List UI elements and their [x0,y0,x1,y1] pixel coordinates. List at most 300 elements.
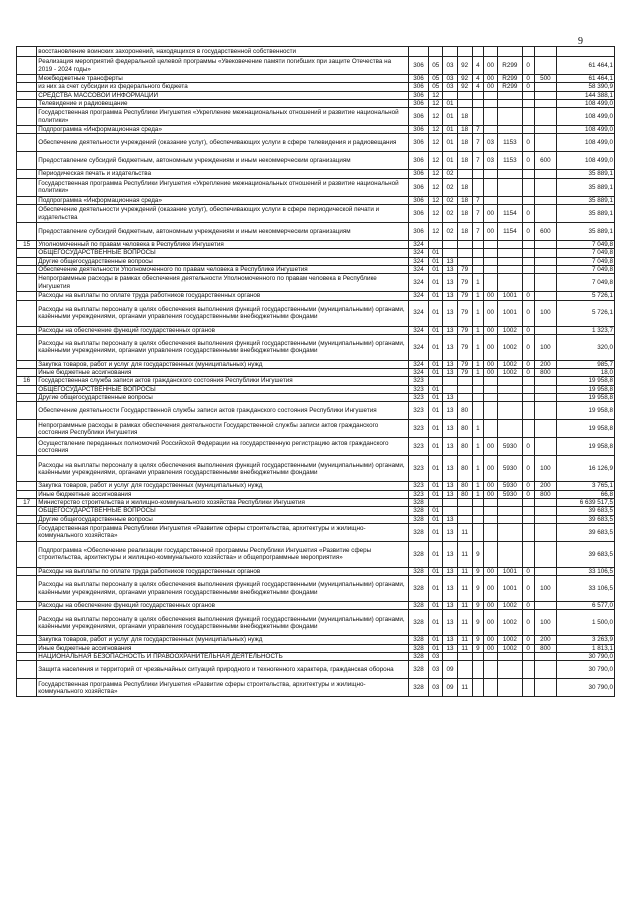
ministry-code: 324 [408,274,428,292]
subsection-code [443,507,457,515]
direction-code [483,274,497,292]
row-number [17,326,37,334]
subprogram-code: 9 [472,644,483,652]
ministry-code: 323 [408,420,428,438]
expense-code: 1153 [498,152,522,170]
code-suffix: 0 [522,636,534,644]
section-code: 01 [429,490,443,498]
expense-type-code [534,377,556,385]
table-row [17,241,615,249]
program-code: 79 [457,292,472,300]
row-name: Подпрограмма «Информационная среда» [37,196,409,204]
row-name: Государственная программа Республики Ингушетия «Развитие сферы строительства, архитектуры и жилищно-коммунального хозяйства» [37,523,409,541]
subprogram-code [472,108,483,126]
expense-code: 5930 [498,438,522,456]
section-code: 01 [429,369,443,377]
expense-type-code [534,47,556,57]
ministry-code: 324 [408,241,428,249]
expense-code: 1002 [498,602,522,610]
ministry-code: 306 [408,196,428,204]
expense-type-code: 100 [534,456,556,482]
row-name: Другие общегосударственные вопросы [37,394,409,402]
ministry-code: 328 [408,636,428,644]
subsection-code: 13 [443,602,457,610]
expense-code [498,541,522,567]
ministry-code: 323 [408,482,428,490]
code-suffix: 0 [522,205,534,223]
code-suffix [522,178,534,196]
row-name: Закупка товаров, работ и услуг для государственных (муниципальных) нужд [37,360,409,368]
expense-type-code: 600 [534,152,556,170]
direction-code: 00 [483,75,497,83]
row-amount: 33 106,5 [557,567,615,575]
section-code: 01 [429,576,443,602]
direction-code: 00 [483,300,497,326]
row-name: ОБЩЕГОСУДАРСТВЕННЫЕ ВОПРОСЫ [37,249,409,257]
ministry-code: 328 [408,661,428,679]
row-amount: 7 049,8 [557,265,615,273]
subprogram-code [472,653,483,661]
subsection-code [443,498,457,506]
ministry-code: 306 [408,108,428,126]
row-amount: 35 889,1 [557,223,615,241]
ministry-code: 328 [408,567,428,575]
ministry-code: 306 [408,170,428,178]
subprogram-code: 1 [472,300,483,326]
section-code: 01 [429,257,443,265]
row-number [17,334,37,360]
table-row [17,653,615,661]
program-code [457,47,472,57]
subsection-code: 13 [443,369,457,377]
section-code: 03 [429,661,443,679]
subprogram-code [472,385,483,393]
row-amount: 35 889,1 [557,205,615,223]
code-suffix: 0 [522,223,534,241]
direction-code: 00 [483,326,497,334]
row-number [17,134,37,152]
table-row [17,369,615,377]
table-row [17,515,615,523]
direction-code: 00 [483,334,497,360]
table-row [17,507,615,515]
program-code: 92 [457,75,472,83]
program-code [457,99,472,107]
row-name: Предоставление субсидий бюджетным, автономным учреждениям и иным некоммерческим организациям [37,152,409,170]
row-name: Другие общегосударственные вопросы [37,257,409,265]
subprogram-code: 4 [472,75,483,83]
table-row [17,83,615,91]
row-amount: 1 813,1 [557,644,615,652]
table-row [17,438,615,456]
code-suffix: 0 [522,456,534,482]
subprogram-code [472,661,483,679]
row-name: Другие общегосударственные вопросы [37,515,409,523]
program-code: 11 [457,523,472,541]
expense-type-code [534,108,556,126]
row-number [17,300,37,326]
program-code: 79 [457,369,472,377]
subsection-code: 02 [443,205,457,223]
program-code: 79 [457,300,472,326]
row-name: Расходы на выплаты по оплате труда работников государственных органов [37,292,409,300]
row-name: Расходы на выплаты персоналу в целях обеспечения выполнения функций государственными (муниципальными) органами, казёнными учреждениями, органами управления государственными внебюджетными фондами [37,456,409,482]
row-name: Обеспечение деятельности Уполномоченного по правам человека в Республике Ингушетия [37,265,409,273]
code-suffix [522,523,534,541]
ministry-code: 328 [408,515,428,523]
subsection-code [443,241,457,249]
section-code: 01 [429,420,443,438]
program-code: 11 [457,644,472,652]
subprogram-code [472,257,483,265]
program-code: 18 [457,152,472,170]
program-code [457,653,472,661]
subsection-code: 13 [443,326,457,334]
expense-code [498,385,522,393]
row-amount: 320,0 [557,334,615,360]
row-amount: 35 889,1 [557,196,615,204]
expense-type-code [534,498,556,506]
expense-type-code [534,249,556,257]
ministry-code: 328 [408,498,428,506]
program-code: 11 [457,576,472,602]
row-amount: 7 049,8 [557,274,615,292]
direction-code [483,385,497,393]
row-amount: 6 577,0 [557,602,615,610]
subsection-code: 01 [443,152,457,170]
expense-type-code [534,602,556,610]
direction-code: 00 [483,369,497,377]
row-name: Уполномоченный по правам человека в Республике Ингушетия [37,241,409,249]
subprogram-code: 1 [472,490,483,498]
budget-table [16,46,615,697]
expense-code [498,196,522,204]
row-number [17,223,37,241]
table-row [17,610,615,636]
direction-code [483,265,497,273]
program-code: 79 [457,326,472,334]
row-name: ОБЩЕГОСУДАРСТВЕННЫЕ ВОПРОСЫ [37,385,409,393]
row-name: Государственная программа Республики Ингушетия «Развитие сферы строительства, архитектуры и жилищно-коммунального хозяйства» [37,679,409,697]
program-code [457,91,472,99]
row-name: НАЦИОНАЛЬНАЯ БЕЗОПАСНОСТЬ И ПРАВООХРАНИТЕЛЬНАЯ ДЕЯТЕЛЬНОСТЬ [37,653,409,661]
expense-type-code [534,196,556,204]
row-name: Закупка товаров, работ и услуг для государственных (муниципальных) нужд [37,482,409,490]
subprogram-code [472,507,483,515]
section-code: 01 [429,636,443,644]
row-number [17,99,37,107]
expense-code [498,126,522,134]
direction-code: 00 [483,223,497,241]
expense-code [498,420,522,438]
subprogram-code: 9 [472,602,483,610]
subsection-code: 09 [443,661,457,679]
section-code: 05 [429,83,443,91]
section-code: 01 [429,292,443,300]
expense-code [498,507,522,515]
row-name: Государственная программа Республики Ингушетия «Укрепление межнациональных отношений и развитие национальной политики» [37,178,409,196]
row-name: Расходы на обеспечение функций государственных органов [37,326,409,334]
ministry-code: 323 [408,456,428,482]
expense-code [498,99,522,107]
code-suffix [522,385,534,393]
row-name: Обеспечение деятельности Государственной службы записи актов гражданского состояния Республики Ингушетия [37,402,409,420]
program-code [457,170,472,178]
direction-code [483,126,497,134]
code-suffix [522,99,534,107]
code-suffix: 0 [522,610,534,636]
section-code: 01 [429,360,443,368]
program-code: 80 [457,402,472,420]
direction-code [483,661,497,679]
row-name: Иные бюджетные ассигнования [37,369,409,377]
expense-code [498,178,522,196]
section-code: 01 [429,567,443,575]
table-row [17,482,615,490]
row-name: восстановление воинских захоронений, находящихся в государственной собственности [37,47,409,57]
row-number: 17 [17,498,37,506]
row-amount: 39 683,5 [557,541,615,567]
row-number [17,385,37,393]
subsection-code: 03 [443,83,457,91]
code-suffix: 0 [522,75,534,83]
row-amount: 39 683,5 [557,507,615,515]
subprogram-code: 7 [472,223,483,241]
expense-type-code: 100 [534,576,556,602]
code-suffix: 0 [522,644,534,652]
expense-code [498,249,522,257]
row-amount: 18,0 [557,369,615,377]
row-amount: 19 958,8 [557,394,615,402]
direction-code: 03 [483,134,497,152]
subprogram-code [472,91,483,99]
table-row [17,99,615,107]
row-number [17,178,37,196]
subprogram-code: 1 [472,274,483,292]
row-number [17,576,37,602]
row-amount: 19 958,8 [557,402,615,420]
section-code: 12 [429,170,443,178]
row-number [17,438,37,456]
row-name: ОБЩЕГОСУДАРСТВЕННЫЕ ВОПРОСЫ [37,507,409,515]
row-amount: 7 049,8 [557,257,615,265]
expense-type-code [534,567,556,575]
subprogram-code: 9 [472,610,483,636]
subprogram-code [472,523,483,541]
section-code: 01 [429,402,443,420]
direction-code [483,99,497,107]
subprogram-code [472,249,483,257]
direction-code: 00 [483,644,497,652]
section-code: 01 [429,326,443,334]
expense-type-code: 800 [534,644,556,652]
program-code [457,498,472,506]
program-code: 11 [457,541,472,567]
subsection-code: 13 [443,644,457,652]
expense-code [498,108,522,126]
section-code: 01 [429,541,443,567]
direction-code: 00 [483,636,497,644]
ministry-code: 328 [408,507,428,515]
row-name: Расходы на выплаты персоналу в целях обеспечения выполнения функций государственными (муниципальными) органами, казёнными учреждениями, органами управления государственными внебюджетными фондами [37,334,409,360]
row-number [17,653,37,661]
section-code: 01 [429,515,443,523]
expense-type-code [534,57,556,75]
row-number [17,402,37,420]
expense-code [498,274,522,292]
table-row [17,257,615,265]
expense-code [498,515,522,523]
ministry-code: 328 [408,541,428,567]
subprogram-code [472,679,483,697]
subprogram-code [472,99,483,107]
subprogram-code: 7 [472,126,483,134]
code-suffix [522,196,534,204]
ministry-code: 324 [408,265,428,273]
subsection-code: 03 [443,57,457,75]
section-code: 01 [429,523,443,541]
code-suffix [522,47,534,57]
row-number [17,126,37,134]
row-amount: 985,7 [557,360,615,368]
expense-type-code [534,91,556,99]
expense-type-code: 500 [534,75,556,83]
expense-type-code [534,394,556,402]
row-number [17,541,37,567]
direction-code: 00 [483,292,497,300]
row-amount: 108 499,0 [557,108,615,126]
row-amount: 6 639 517,5 [557,498,615,506]
subprogram-code: 1 [472,420,483,438]
expense-code [498,402,522,420]
ministry-code: 328 [408,610,428,636]
section-code: 01 [429,644,443,652]
code-suffix: 0 [522,482,534,490]
subprogram-code: 1 [472,360,483,368]
table-row [17,47,615,57]
direction-code [483,523,497,541]
code-suffix [522,507,534,515]
code-suffix: 0 [522,152,534,170]
row-amount: 33 106,5 [557,576,615,602]
ministry-code: 323 [408,490,428,498]
table-row [17,292,615,300]
direction-code [483,170,497,178]
direction-code [483,507,497,515]
subsection-code [443,249,457,257]
row-amount: 30 790,0 [557,661,615,679]
table-row [17,265,615,273]
expense-code: 1001 [498,567,522,575]
program-code: 92 [457,57,472,75]
expense-type-code: 800 [534,490,556,498]
code-suffix: 0 [522,567,534,575]
subsection-code: 13 [443,610,457,636]
program-code: 18 [457,134,472,152]
expense-code: 5930 [498,490,522,498]
subprogram-code: 1 [472,369,483,377]
expense-type-code [534,420,556,438]
table-row [17,394,615,402]
row-amount: 35 889,1 [557,178,615,196]
expense-type-code [534,515,556,523]
subsection-code: 13 [443,292,457,300]
subsection-code: 13 [443,360,457,368]
row-amount: 39 683,5 [557,515,615,523]
ministry-code: 306 [408,91,428,99]
subsection-code: 02 [443,196,457,204]
section-code: 03 [429,679,443,697]
row-number [17,507,37,515]
program-code: 79 [457,265,472,273]
expense-code: 1001 [498,292,522,300]
row-number [17,490,37,498]
table-row [17,541,615,567]
ministry-code: 306 [408,205,428,223]
code-suffix [522,108,534,126]
row-number [17,661,37,679]
direction-code: 00 [483,610,497,636]
row-number [17,108,37,126]
expense-code [498,523,522,541]
expense-code: 1153 [498,134,522,152]
row-number [17,205,37,223]
subsection-code: 01 [443,108,457,126]
expense-type-code: 100 [534,334,556,360]
section-code: 01 [429,456,443,482]
subsection-code: 13 [443,257,457,265]
expense-type-code [534,241,556,249]
program-code: 18 [457,196,472,204]
subprogram-code: 9 [472,636,483,644]
expense-type-code [534,178,556,196]
program-code: 80 [457,456,472,482]
ministry-code: 324 [408,300,428,326]
row-name: Обеспечение деятельности учреждений (оказание услуг), обеспечивающих услуги в сфере телевидения и радиовещания [37,134,409,152]
row-name: Защита населения и территорий от чрезвычайных ситуаций природного и техногенного характера, гражданская оборона [37,661,409,679]
expense-code [498,170,522,178]
expense-code: 1002 [498,369,522,377]
program-code: 79 [457,360,472,368]
row-amount: 16 126,9 [557,456,615,482]
subsection-code: 01 [443,99,457,107]
subsection-code: 13 [443,515,457,523]
row-number [17,292,37,300]
ministry-code: 306 [408,75,428,83]
row-amount: 30 790,0 [557,653,615,661]
page-number: 9 [578,36,583,47]
expense-code [498,661,522,679]
section-code: 01 [429,482,443,490]
table-row [17,420,615,438]
expense-code [498,498,522,506]
expense-code [498,394,522,402]
code-suffix: 0 [522,57,534,75]
row-number [17,523,37,541]
section-code [429,377,443,385]
row-amount: 108 499,0 [557,152,615,170]
row-name: Расходы на выплаты персоналу в целях обеспечения выполнения функций государственными (муниципальными) органами, казёнными учреждениями, органами управления государственными внебюджетными фондами [37,576,409,602]
ministry-code: 306 [408,223,428,241]
subprogram-code: 9 [472,567,483,575]
expense-code [498,265,522,273]
code-suffix [522,420,534,438]
program-code: 18 [457,205,472,223]
expense-type-code [534,661,556,679]
subsection-code: 13 [443,523,457,541]
row-number [17,636,37,644]
direction-code [483,178,497,196]
